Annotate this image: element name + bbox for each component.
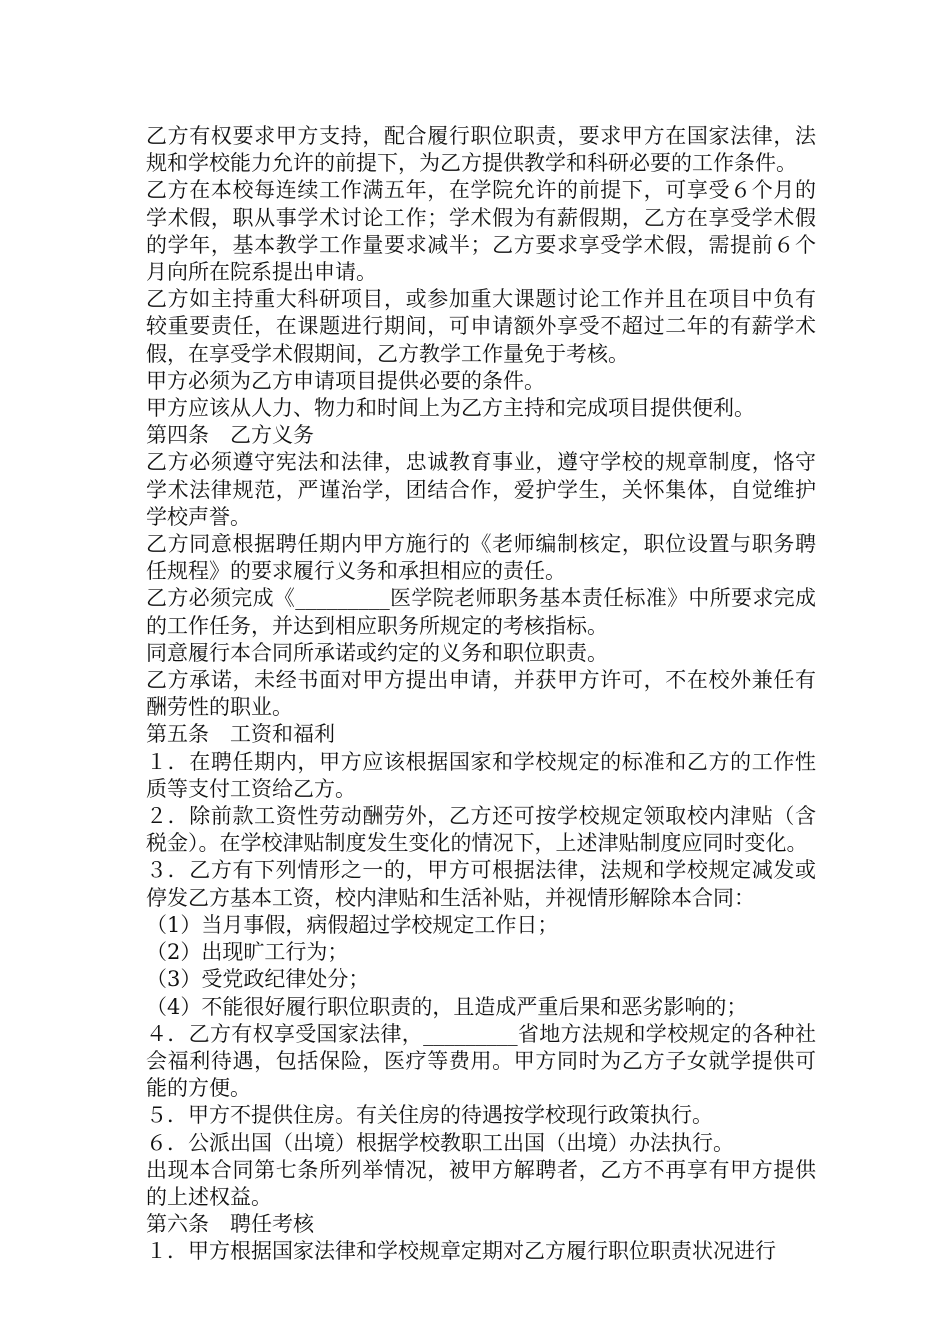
- paragraph: 出现本合同第七条所列举情况，被甲方解聘者，乙方不再享有甲方提供的上述权益。: [146, 1157, 816, 1209]
- paragraph: １．在聘任期内，甲方应该根据国家和学校规定的标准和乙方的工作性质等支付工资给乙方。: [146, 749, 816, 801]
- document-body: [146, 123, 816, 1266]
- list-item: （4）不能很好履行职位职责的，且造成严重后果和恶劣影响的；: [146, 994, 748, 1019]
- paragraph: 乙方必须完成《_________医学院老师职务基本责任标准》中所要求完成的工作任务，并达到相应职务所规定的考核指标。: [146, 586, 816, 638]
- paragraph: ５．甲方不提供住房。有关住房的待遇按学校现行政策执行。: [146, 1103, 713, 1128]
- list-item: （2）出现旷工行为；: [146, 940, 349, 965]
- paragraph: 同意履行本合同所承诺或约定的义务和职位职责。: [146, 640, 608, 665]
- paragraph: 乙方同意根据聘任期内甲方施行的《老师编制核定，职位设置与职务聘任规程》的要求履行义务和承担相应的责任。: [146, 532, 816, 584]
- paragraph: ６．公派出国（出境）根据学校教职工出国（出境）办法执行。: [146, 1130, 734, 1155]
- paragraph: 甲方应该从人力、物力和时间上为乙方主持和完成项目提供便利。: [146, 396, 755, 421]
- paragraph: 乙方必须遵守宪法和法律，忠诚教育事业，遵守学校的规章制度，恪守学术法律规范，严谨治学，团结合作，爱护学生，关怀集体，自觉维护学校声誉。: [146, 450, 816, 529]
- paragraph: １．甲方根据国家法律和学校规章定期对乙方履行职位职责状况进行: [146, 1239, 776, 1264]
- paragraph: ３．乙方有下列情形之一的，甲方可根据法律，法规和学校规定减发或停发乙方基本工资，校内津贴和生活补贴，并视情形解除本合同：: [146, 858, 816, 910]
- paragraph: 乙方有权要求甲方支持，配合履行职位职责，要求甲方在国家法律，法规和学校能力允许的前提下，为乙方提供教学和科研必要的工作条件。: [146, 124, 816, 176]
- paragraph: 乙方承诺，未经书面对甲方提出申请，并获甲方许可，不在校外兼任有酬劳性的职业。: [146, 668, 816, 720]
- paragraph: 乙方在本校每连续工作满五年，在学院允许的前提下，可享受６个月的学术假，职从事学术讨论工作；学术假为有薪假期，乙方在享受学术假的学年，基本教学工作量要求减半；乙方要求享受学术假，需提前６个月向所在院系提出申请。: [146, 178, 816, 285]
- list-item: （3）受党政纪律处分；: [146, 967, 370, 992]
- section-heading: 第六条 聘任考核: [146, 1212, 314, 1237]
- list-item: （1）当月事假，病假超过学校规定工作日；: [146, 912, 559, 937]
- paragraph: ２．除前款工资性劳动酬劳外，乙方还可按学校规定领取校内津贴（含税金）。在学校津贴制度发生变化的情况下，上述津贴制度应同时变化。: [146, 804, 816, 856]
- paragraph: ４．乙方有权享受国家法律，_________省地方法规和学校规定的各种社会福利待遇，包括保险，医疗等费用。甲方同时为乙方子女就学提供可能的方便。: [146, 1021, 816, 1101]
- section-heading: 第四条 乙方义务: [146, 423, 314, 448]
- section-heading: 第五条 工资和福利: [146, 722, 335, 747]
- paragraph: 乙方如主持重大科研项目，或参加重大课题讨论工作并且在项目中负有较重要责任，在课题进行期间，可申请额外享受不超过二年的有薪学术假，在享受学术假期间，乙方教学工作量免于考核。: [146, 287, 816, 366]
- paragraph: 甲方必须为乙方申请项目提供必要的条件。: [146, 368, 545, 393]
